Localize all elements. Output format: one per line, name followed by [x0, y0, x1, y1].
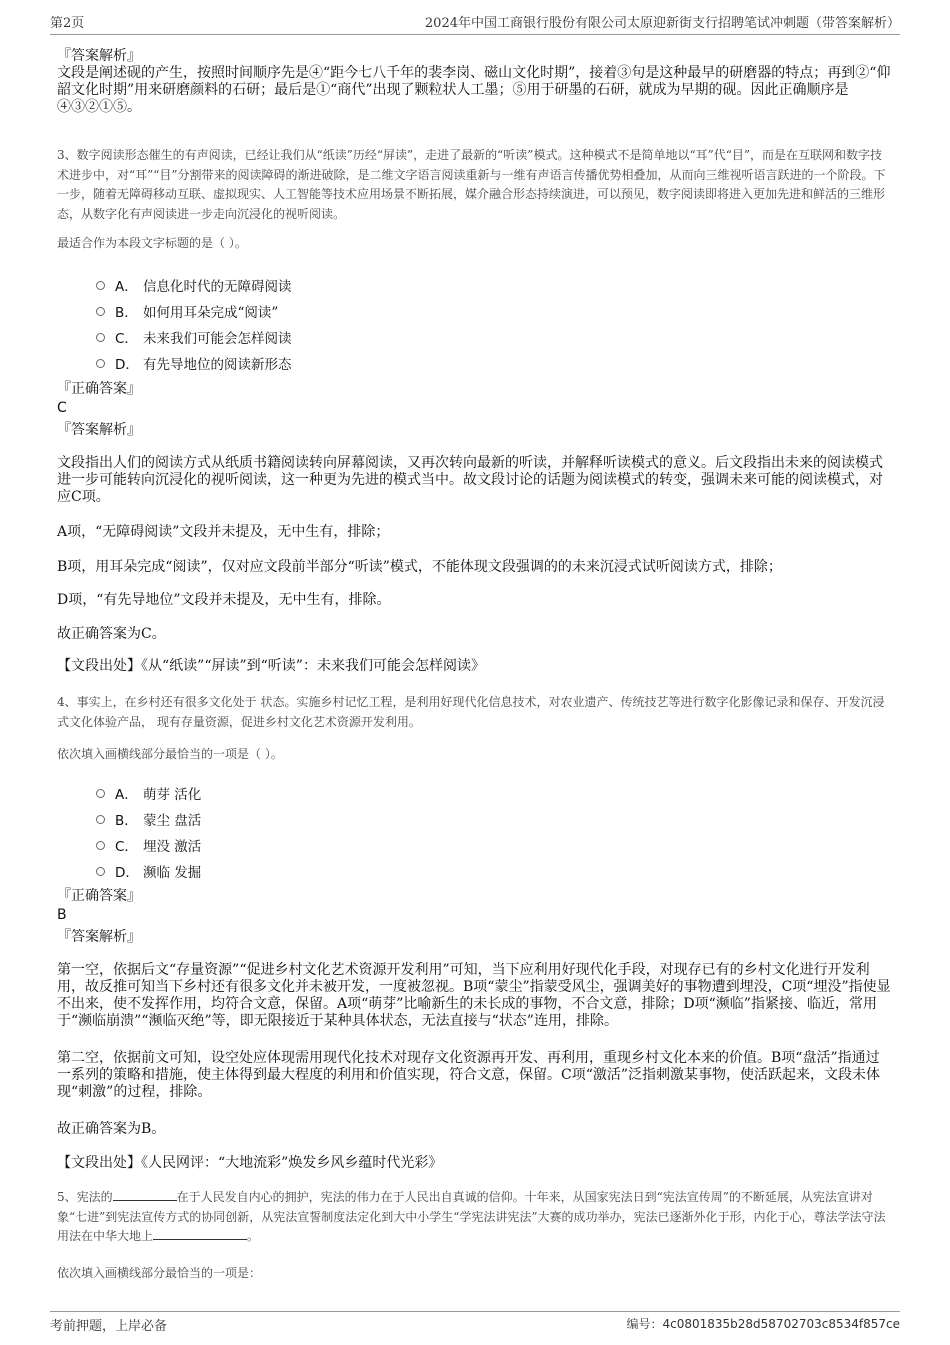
radio-icon[interactable] — [96, 789, 105, 798]
q4-correct-label: 『正确答案』 — [57, 888, 141, 904]
option-text: 蒙尘 盘活 — [143, 813, 202, 829]
option-text: 未来我们可能会怎样阅读 — [143, 331, 292, 347]
option-text: 埋没 激活 — [143, 839, 202, 855]
option-letter: B． — [115, 305, 138, 321]
fill-blank-2 — [153, 1227, 247, 1240]
q3-analysis-p1: 文段指出人们的阅读方式从纸质书籍阅读转向屏幕阅读，又再次转向最新的听读，并解释听读模式的意义。后文段指出未来的阅读模式进一步可能转向沉浸化的视听阅读，这一种更为先进的模式当中。故文段讨论的话题为阅读模式的转变，强调未来可能的阅读模式，对应C项。 — [57, 455, 883, 505]
q3-correct-answer: C — [57, 400, 67, 416]
option-letter: B． — [115, 813, 138, 829]
fill-blank-1 — [113, 1188, 177, 1201]
q3-analysis-label: 『答案解析』 — [57, 422, 141, 438]
q4-option-a[interactable] — [96, 783, 201, 803]
radio-icon[interactable] — [96, 333, 105, 342]
radio-icon[interactable] — [96, 867, 105, 876]
q3-source: 【文段出处】《从“纸读”“屏读”到“听读”：未来我们可能会怎样阅读》 — [57, 658, 485, 674]
q3-analysis-p3: B项，用耳朵完成“阅读”，仅对应文段前半部分“听读”模式，不能体现文段强调的的未来沉浸式试听阅读方式，排除； — [57, 559, 782, 575]
q5-question: 依次填入画横线部分最恰当的一项是： — [57, 1266, 262, 1280]
q4-option-c[interactable] — [96, 835, 201, 855]
q5-stem-end: 。 — [247, 1229, 260, 1243]
q4-option-d[interactable] — [96, 861, 201, 881]
option-letter: D． — [115, 865, 139, 881]
q3-option-a[interactable] — [96, 275, 292, 295]
q3-analysis-p2: A项，“无障碍阅读”文段并未提及，无中生有，排除； — [57, 524, 390, 540]
page-header — [50, 12, 900, 35]
radio-icon[interactable] — [96, 307, 105, 316]
q5-stem-start: 5、宪法的 — [57, 1190, 113, 1204]
q4-analysis-p3: 故正确答案为B。 — [57, 1121, 166, 1137]
radio-icon[interactable] — [96, 815, 105, 824]
q3-stem: 3、数字阅读形态催生的有声阅读，已经让我们从“纸读”历经“屏读”，走进了最新的“听读”模式。这种模式不是简单地以“耳”代“目”，而是在互联网和数字技术进步中，对“耳”“目”分割带来的阅读障碍的渐进破除，是二维文字语言阅读重新与一维有声语言传播优势相叠加，从而向三维视听语言跃进的一个阶段。下一步，随着无障碍移动互联、虚拟现实、人工智能等技术应用场景不断拓展，媒介融合形态持续演进，可以预见，数字阅读即将进入更加先进和鲜活的三维形态，从数字化有声阅读进一步走向沉浸化的视听阅读。 — [57, 148, 886, 221]
q4-source: 【文段出处】《人民网评：“大地流彩”焕发乡风乡蕴时代光彩》 — [57, 1155, 443, 1171]
radio-icon[interactable] — [96, 841, 105, 850]
option-text: 信息化时代的无障碍阅读 — [143, 279, 292, 295]
option-text: 濒临 发掘 — [143, 865, 202, 881]
q4-question: 依次填入画横线部分最恰当的一项是（ ）。 — [57, 747, 283, 761]
option-text: 有先导地位的阅读新形态 — [143, 357, 292, 373]
q2-analysis-text: 文段是阐述砚的产生，按照时间顺序先是④“距今七八千年的裴李岗、磁山文化时期”，接着③句是这种最早的研磨器的特点；再到②“仰韶文化时期”用来研磨颜料的石研；最后是①“商代”出现了颗粒状人工墨；⑤用于研墨的石研，就成为早期的砚。因此正确顺序是④③②①⑤。 — [57, 65, 891, 115]
q4-correct-answer: B — [57, 907, 67, 923]
q2-analysis-label: 『答案解析』 — [57, 48, 141, 64]
q5-stem-middle: 在于人民发自内心的拥护，宪法的伟力在于人民出自真诚的信仰。十年来，从国家宪法日到“宪法宣传周”的不断延展，从宪法宣讲对象“七进”到宪法宣传方式的协同创新，从宪法宣誓制度法定化到大中小学生“学宪法讲宪法”大赛的成功举办，宪法已逐渐外化于形，内化于心，尊法学法守法用法在中华大地上 — [57, 1190, 886, 1243]
option-letter: C． — [115, 331, 138, 347]
page-footer — [50, 1311, 900, 1334]
q4-analysis-p1: 第一空，依据后文“存量资源”“促进乡村文化艺术资源开发利用”可知，当下应利用好现代化手段，对现存已有的乡村文化进行开发利用，故反推可知当下乡村还有很多文化并未被开发，一度被忽视。B项“蒙尘”指蒙受风尘，强调美好的事物遭到埋没，C项“埋没”指使显不出来，使不发挥作用，均符合文意，保留。A项“萌芽”比喻新生的未长成的事物，不合文意，排除；D项“濒临”指紧接、临近，常用于“濒临崩溃”“濒临灭绝”等，即无限接近于某种具体状态，无法直接与“状态”连用，排除。 — [57, 962, 891, 1029]
option-letter: A． — [115, 787, 138, 803]
q3-analysis-p4: D项，“有先导地位”文段并未提及，无中生有，排除。 — [57, 592, 391, 608]
option-letter: A． — [115, 279, 138, 295]
q3-correct-label: 『正确答案』 — [57, 381, 141, 397]
q3-analysis-p5: 故正确答案为C。 — [57, 626, 166, 642]
q4-option-b[interactable] — [96, 809, 201, 829]
q3-question: 最适合作为本段文字标题的是（ ）。 — [57, 236, 247, 250]
option-letter: C． — [115, 839, 138, 855]
q3-option-b[interactable] — [96, 301, 278, 321]
q4-stem: 4、事实上，在乡村还有很多文化处于 状态。实施乡村记忆工程，是利用好现代化信息技术，对农业遗产、传统技艺等进行数字化影像记录和保存、开发沉浸式文化体验产品， 现有存量资源，促进乡村文化艺术资源开发利用。 — [57, 695, 885, 729]
option-letter: D． — [115, 357, 139, 373]
q4-analysis-label: 『答案解析』 — [57, 929, 141, 945]
q3-option-c[interactable] — [96, 327, 292, 347]
q5-stem — [57, 1188, 893, 1247]
option-text: 如何用耳朵完成“阅读” — [143, 305, 279, 321]
q4-analysis-p2: 第二空，依据前文可知，设空处应体现需用现代化技术对现存文化资源再开发、再利用，重现乡村文化本来的价值。B项“盘活”指通过一系列的策略和措施，使主体得到最大程度的利用和价值实现，符合文意，保留。C项“激活”泛指刺激某事物，使活跃起来，文段未体现“刺激”的过程，排除。 — [57, 1050, 881, 1100]
option-text: 萌芽 活化 — [143, 787, 202, 803]
footer-slogan: 考前押题，上岸必备 — [50, 1319, 168, 1334]
document-code: 编号：4c0801835b28d58702703c8534f857ce — [626, 1317, 900, 1331]
document-title: 2024年中国工商银行股份有限公司太原迎新街支行招聘笔试冲刺题（带答案解析） — [424, 16, 900, 31]
q3-option-d[interactable] — [96, 353, 292, 373]
page-number: 第2页 — [50, 16, 85, 31]
radio-icon[interactable] — [96, 359, 105, 368]
radio-icon[interactable] — [96, 281, 105, 290]
